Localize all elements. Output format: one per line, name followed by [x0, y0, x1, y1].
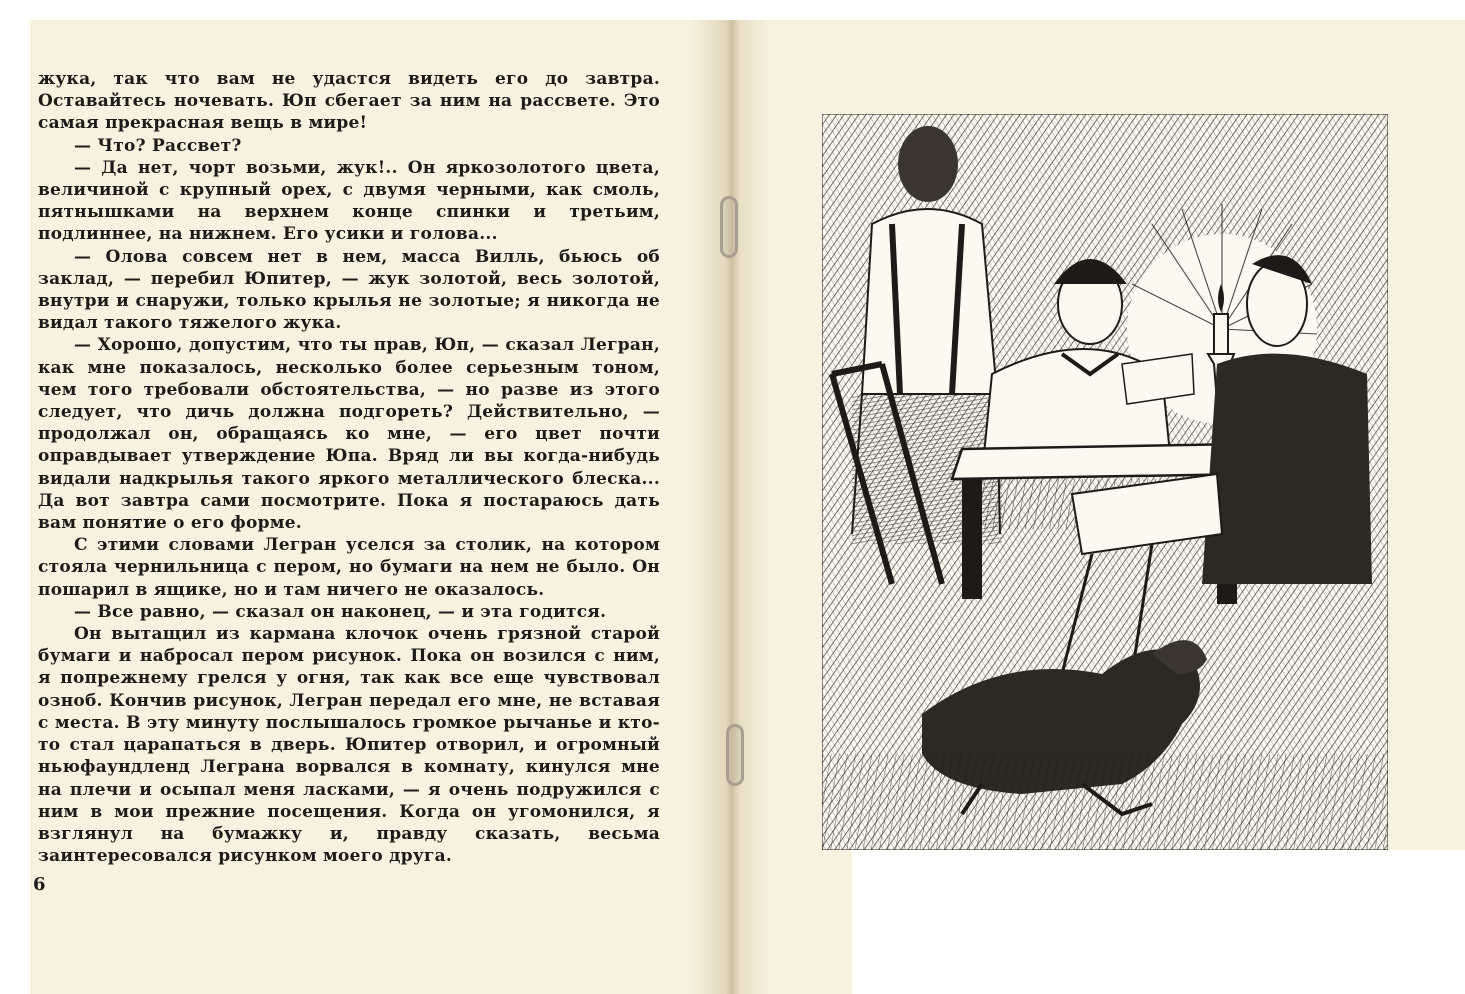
staple-top: [720, 196, 738, 258]
paragraph: — Все равно, — сказал он наконец, — и эта годится.: [74, 601, 607, 622]
paragraph: — Да нет, чорт возьми, жук!.. Он яркозолотого цвета, величиной с крупный орех, с двумя черными, как смоль, пятнышками на верхнем конце спинки и третьим, подлиннее, на нижнем. Его усики и голова...: [38, 157, 660, 245]
book-gutter: [690, 20, 770, 994]
paragraph: — Хорошо, допустим, что ты прав, Юп, — сказал Легран, как мне показалось, несколько более серьезным тоном, чем того требовали обстоятельства, — но разве из этого следует, что дичь должна подгореть? Действительно, — продолжал он, обращаясь ко мне, — его цвет почти оправдывает утверждение Юпа. Вряд ли вы когда-нибудь видали надкрылья такого яркого металлического блеска... Да вот завтра сами посмотрите. Пока я постараюсь дать вам понятие о его форме.: [38, 335, 660, 534]
page-number: 6: [33, 874, 46, 895]
paragraph: — Что? Рассвет?: [74, 135, 242, 156]
page-text: [38, 68, 660, 867]
paragraph: С этими словами Легран уселся за столик, на котором стояла чернильница с пером, но бумаги на нем не было. Он пошарил в ящике, но и там ничего не оказалось.: [38, 535, 660, 600]
paragraph: жука, так что вам не удастся видеть его до завтра. Оставайтесь ночевать. Юп сбегает за ним на рассвете. Это самая прекрасная вещь в мире!: [38, 69, 660, 134]
scan-corner: [852, 850, 1465, 994]
illustration: [822, 114, 1388, 850]
paragraph: Он вытащил из кармана клочок очень грязной старой бумаги и набросал пером рисунок. Пока он возился с ним, я попрежнему грелся у огня, так как все еще чувствовал озноб. Кончив рисунок, Легран передал его мне, не вставая с места. В эту минуту послышалось громкое рычанье и кто-то стал царапаться в дверь. Юпитер отворил, и огромный ньюфаундленд Леграна ворвался в комнату, кинулся мне на плечи и осыпал меня ласками, — я очень подружился с ним в мои прежние посещения. Когда он угомонился, я взглянул на бумажку и, правду сказать, весьма заинтересовался рисунком моего друга.: [38, 624, 660, 867]
paragraph: — Олова совсем нет в нем, масса Вилль, бьюсь об заклад, — перебил Юпитер, — жук золотой, весь золотой, внутри и снаружи, только крылья не золотые; я никогда не видал такого тяжелого жука.: [38, 246, 660, 334]
staple-bottom: [726, 724, 744, 786]
engraving-image: [822, 114, 1388, 850]
